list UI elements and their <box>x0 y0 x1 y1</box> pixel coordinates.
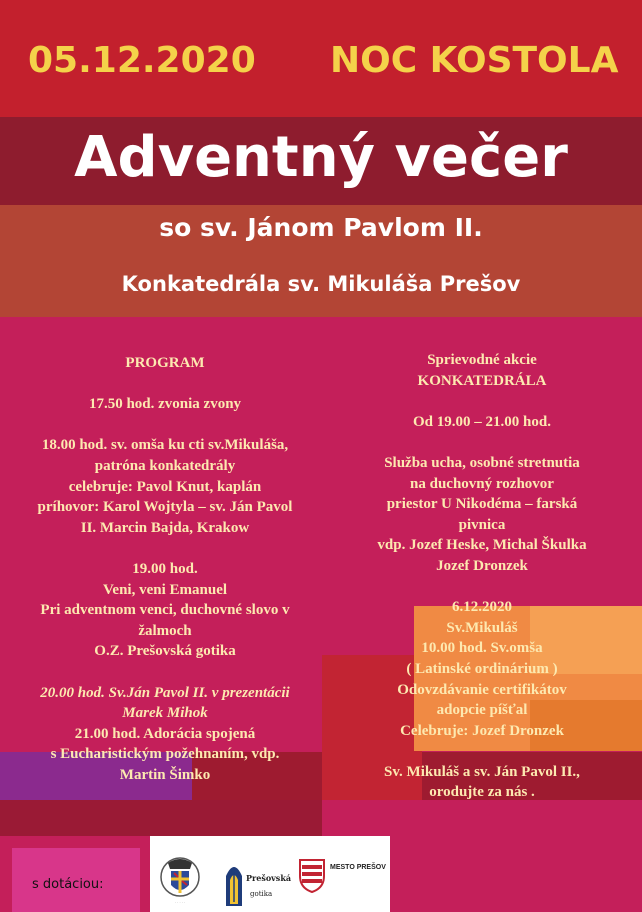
accompanying-line <box>322 432 642 453</box>
decor-dark-block <box>0 800 322 836</box>
program-line <box>0 538 330 559</box>
accompanying-line: Sv. Mikuláš a sv. Ján Pavol II., <box>384 763 580 780</box>
accompanying-line: Sprievodné akcie <box>427 352 537 368</box>
program-line: O.Z. Prešovská gotika <box>94 643 236 660</box>
accompanying-line <box>322 391 642 412</box>
program-line: celebruje: Pavol Knut, kaplán <box>68 478 262 495</box>
program-line <box>0 415 330 436</box>
mesto-presov-text: MESTO PREŠOV <box>330 864 386 871</box>
program-line: Pri adventnom venci, duchovné slovo v <box>40 602 290 619</box>
accompanying-line: Sv.Mikuláš <box>446 619 518 636</box>
church-crest-logo <box>160 855 200 907</box>
accompanying-line: Od 19.00 – 21.00 hod. <box>413 413 551 430</box>
accompanying-line: 6.12.2020 <box>452 599 512 616</box>
svg-text:· · · · ·: · · · · · <box>174 900 186 905</box>
sponsor-label: s dotáciou: <box>32 877 104 892</box>
program-line <box>0 662 330 683</box>
accompanying-line: adopcie píšťal <box>436 702 528 719</box>
accompanying-line: orodujte za nás . <box>429 784 535 801</box>
program-line: 19.00 hod. <box>132 560 198 577</box>
program-heading: PROGRAM <box>125 355 205 371</box>
program-line: 18.00 hod. sv. omša ku cti sv.Mikuláša, <box>41 437 289 454</box>
accompanying-line: na duchovný rozhovor <box>410 475 554 492</box>
accompanying-line: Odovzdávanie certifikátov <box>397 681 567 698</box>
accompanying-line: KONKATEDRÁLA <box>417 372 547 389</box>
page-title: Adventný večer <box>74 125 568 190</box>
accompanying-column <box>322 350 642 803</box>
presovska-gotika-text-2: gotika <box>250 890 273 898</box>
subtitle: so sv. Jánom Pavlom II. <box>159 213 483 242</box>
accompanying-line: Služba ucha, osobné stretnutia <box>384 454 580 471</box>
event-name: NOC KOSTOLA <box>330 40 619 81</box>
program-line: Marek Mihok <box>122 705 208 722</box>
location: Konkatedrála sv. Mikuláša Prešov <box>121 272 521 296</box>
program-line: príhovor: Karol Wojtyla – sv. Ján Pavol <box>37 499 293 516</box>
accompanying-line: Jozef Dronzek <box>436 557 528 574</box>
program-line: 20.00 hod. Sv.Ján Pavol II. v prezentácii <box>40 684 290 701</box>
program-line: II. Marcin Bajda, Krakow <box>80 519 250 536</box>
event-date: 05.12.2020 <box>28 40 256 81</box>
program-line: Veni, veni Emanuel <box>102 581 228 598</box>
accompanying-line: pivnica <box>458 516 506 533</box>
program-line: Martin Šimko <box>119 766 211 783</box>
program-line: patróna konkatedrály <box>94 457 236 474</box>
accompanying-line <box>322 741 642 762</box>
presovska-gotika-text-1: Prešovská <box>246 873 292 883</box>
accompanying-line <box>322 577 642 598</box>
program-column <box>0 353 330 785</box>
accompanying-line: ( Latinské ordinárium ) <box>406 660 558 677</box>
accompanying-line: 10.00 hod. Sv.omša <box>421 640 543 657</box>
program-line: s Eucharistickým požehnaním, vdp. <box>50 746 280 763</box>
program-line: 21.00 hod. Adorácia spojená <box>74 725 256 742</box>
accompanying-line: vdp. Jozef Heske, Michal Škulka <box>377 537 587 554</box>
accompanying-line: priestor U Nikodéma – farská <box>386 496 578 513</box>
program-line: žalmoch <box>138 622 192 639</box>
presovska-gotika-logo <box>222 858 292 908</box>
program-line: 17.50 hod. zvonia zvony <box>88 396 242 413</box>
accompanying-line: Celebruje: Jozef Dronzek <box>400 722 564 739</box>
